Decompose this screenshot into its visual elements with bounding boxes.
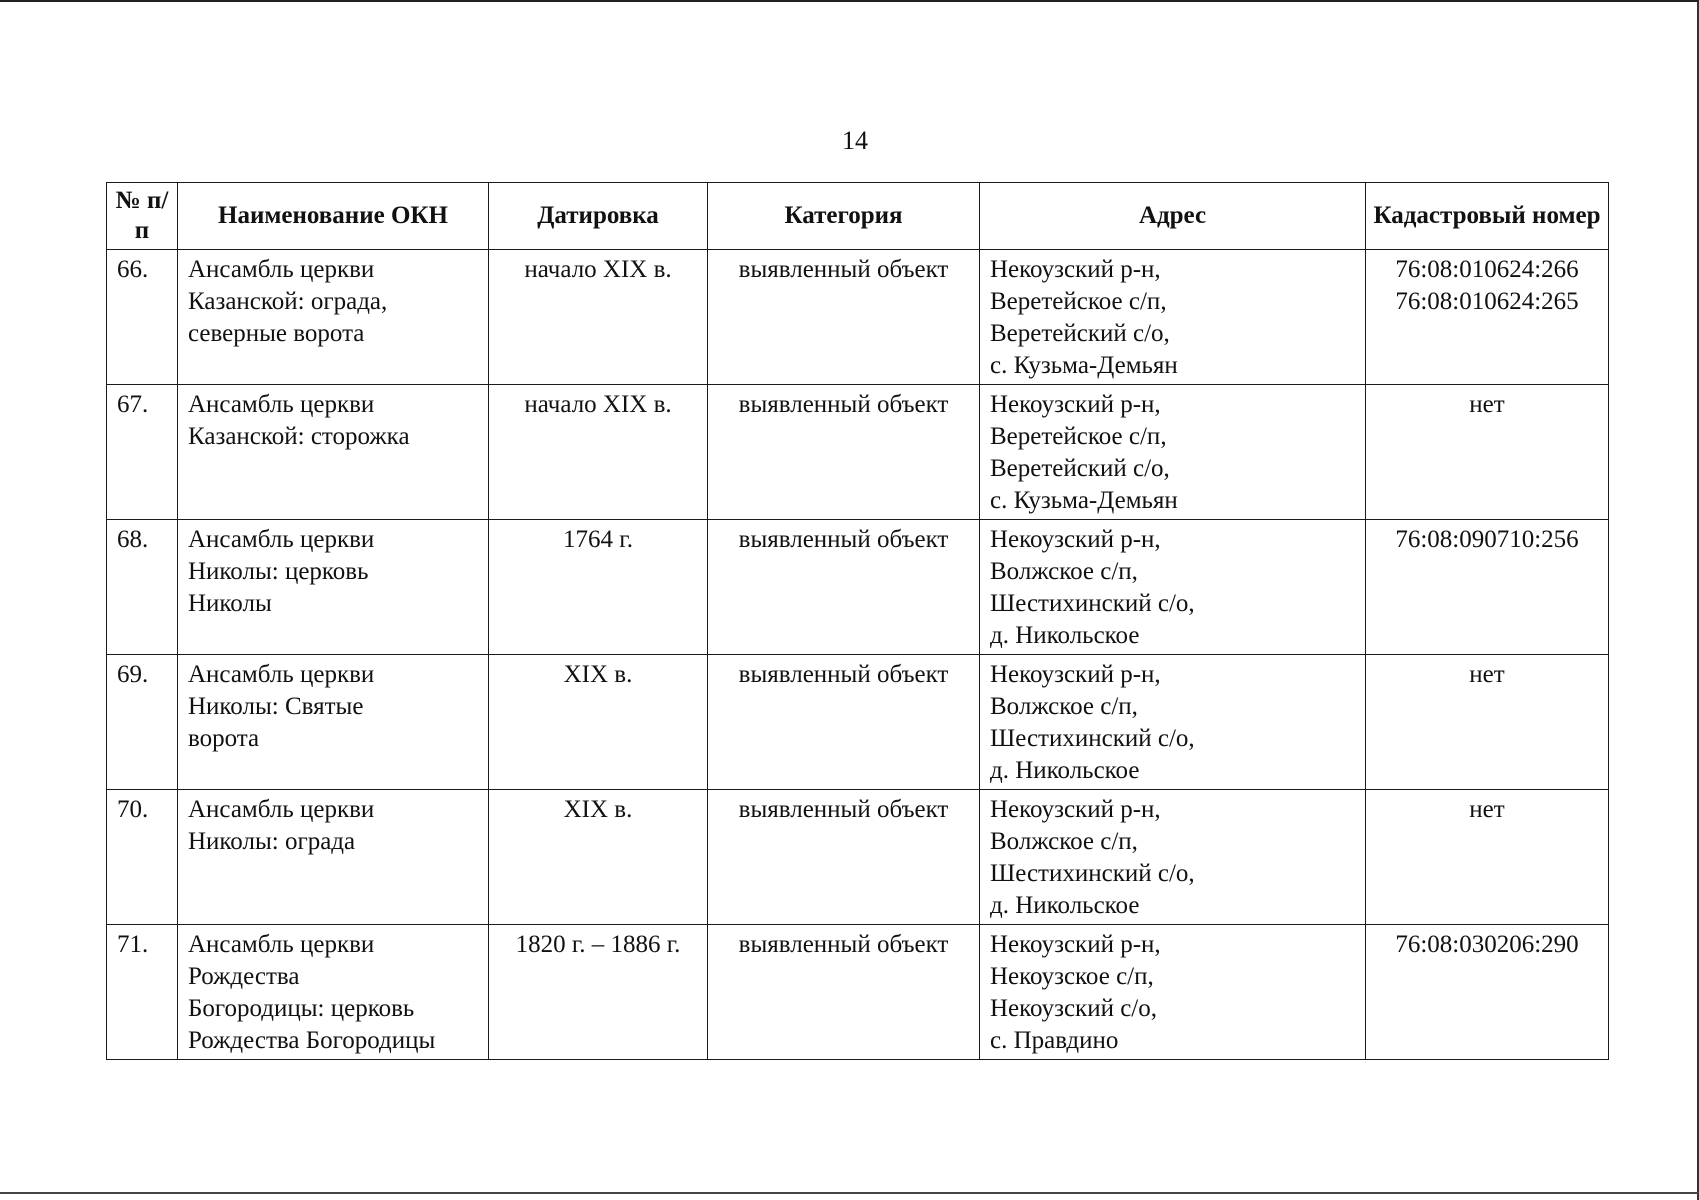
address-line: д. Никольское (990, 892, 1140, 919)
object-name-line: Николы: ограда (188, 828, 356, 855)
address-line: с. Кузьма-Демьян (990, 487, 1178, 514)
object-address (980, 250, 1366, 385)
row-number: 70. (107, 790, 178, 925)
table-row (107, 250, 1609, 385)
object-address (980, 520, 1366, 655)
address-line: Некоузский р-н, (990, 256, 1161, 283)
object-name-line: Рождества (188, 963, 300, 990)
table-row (107, 520, 1609, 655)
object-cadastral (1366, 385, 1609, 520)
object-cadastral (1366, 520, 1609, 655)
object-category: выявленный объект (708, 250, 980, 385)
object-category: выявленный объект (708, 520, 980, 655)
address-line: Волжское с/п, (990, 828, 1138, 855)
object-cadastral (1366, 250, 1609, 385)
header-num: № п/п (107, 183, 178, 250)
row-number: 68. (107, 520, 178, 655)
address-line: Некоузский р-н, (990, 391, 1161, 418)
header-name: Наименование ОКН (178, 183, 489, 250)
object-category: выявленный объект (708, 790, 980, 925)
table-header-row (107, 183, 1609, 250)
row-number: 67. (107, 385, 178, 520)
header-category: Категория (708, 183, 980, 250)
address-line: Шестихинский с/о, (990, 590, 1195, 617)
object-name-line: Ансамбль церкви (188, 796, 375, 823)
address-line: Волжское с/п, (990, 558, 1138, 585)
object-address (980, 655, 1366, 790)
address-line: Веретейский с/о, (990, 320, 1170, 347)
address-line: Некоузский с/о, (990, 995, 1157, 1022)
address-line: с. Правдино (990, 1027, 1119, 1054)
object-name-line: Богородицы: церковь (188, 995, 415, 1022)
object-cadastral (1366, 790, 1609, 925)
object-name-line: Рождества Богородицы (188, 1027, 436, 1054)
object-category: выявленный объект (708, 655, 980, 790)
address-line: Некоузский р-н, (990, 796, 1161, 823)
object-name-line: Ансамбль церкви (188, 391, 375, 418)
object-name (178, 250, 489, 385)
cadastral-number: нет (1469, 796, 1505, 823)
address-line: Некоузский р-н, (990, 931, 1161, 958)
object-name (178, 790, 489, 925)
object-name-line: Казанской: ограда, (188, 288, 388, 315)
object-cadastral (1366, 655, 1609, 790)
address-line: д. Никольское (990, 622, 1140, 649)
row-number: 66. (107, 250, 178, 385)
table-row (107, 790, 1609, 925)
object-category: выявленный объект (708, 385, 980, 520)
address-line: Шестихинский с/о, (990, 725, 1195, 752)
object-address (980, 925, 1366, 1060)
object-name-line: Ансамбль церкви (188, 256, 375, 283)
address-line: Некоузское с/п, (990, 963, 1154, 990)
header-cadastral: Кадастровый номер (1366, 183, 1609, 250)
cadastral-number: 76:08:090710:256 (1395, 526, 1579, 553)
object-name (178, 520, 489, 655)
header-address: Адрес (980, 183, 1366, 250)
object-date: начало XIX в. (489, 385, 708, 520)
object-address (980, 385, 1366, 520)
address-line: Веретейское с/п, (990, 288, 1167, 315)
cadastral-number: 76:08:010624:266 (1395, 256, 1579, 283)
table-row (107, 655, 1609, 790)
object-name-line: ворота (188, 725, 260, 752)
object-name-line: Казанской: сторожка (188, 423, 410, 450)
cadastral-number: 76:08:030206:290 (1395, 931, 1579, 958)
page-number: 14 (842, 126, 868, 155)
object-date: XIX в. (489, 790, 708, 925)
address-line: Некоузский р-н, (990, 526, 1161, 553)
object-name-line: Николы: церковь (188, 558, 369, 585)
table-row (107, 925, 1609, 1060)
object-date: начало XIX в. (489, 250, 708, 385)
object-name-line: Николы: Святые (188, 693, 364, 720)
address-line: Веретейское с/п, (990, 423, 1167, 450)
object-name-line: Ансамбль церкви (188, 931, 375, 958)
row-number: 71. (107, 925, 178, 1060)
object-name-line: северные ворота (188, 320, 365, 347)
object-address (980, 790, 1366, 925)
address-line: с. Кузьма-Демьян (990, 352, 1178, 379)
object-name-line: Ансамбль церкви (188, 526, 375, 553)
page-bottom-rule (0, 1192, 1699, 1194)
address-line: д. Никольское (990, 757, 1140, 784)
cadastral-number: нет (1469, 391, 1505, 418)
object-date: 1764 г. (489, 520, 708, 655)
heritage-objects-table (106, 182, 1609, 1060)
cadastral-number: 76:08:010624:265 (1395, 288, 1579, 315)
object-date: XIX в. (489, 655, 708, 790)
object-date: 1820 г. – 1886 г. (489, 925, 708, 1060)
address-line: Волжское с/п, (990, 693, 1138, 720)
object-cadastral (1366, 925, 1609, 1060)
object-name-line: Николы (188, 590, 272, 617)
row-number: 69. (107, 655, 178, 790)
object-name (178, 925, 489, 1060)
header-date: Датировка (489, 183, 708, 250)
object-name-line: Ансамбль церкви (188, 661, 375, 688)
address-line: Шестихинский с/о, (990, 860, 1195, 887)
object-category: выявленный объект (708, 925, 980, 1060)
address-line: Некоузский р-н, (990, 661, 1161, 688)
cadastral-number: нет (1469, 661, 1505, 688)
address-line: Веретейский с/о, (990, 455, 1170, 482)
object-name (178, 655, 489, 790)
object-name (178, 385, 489, 520)
table-row (107, 385, 1609, 520)
